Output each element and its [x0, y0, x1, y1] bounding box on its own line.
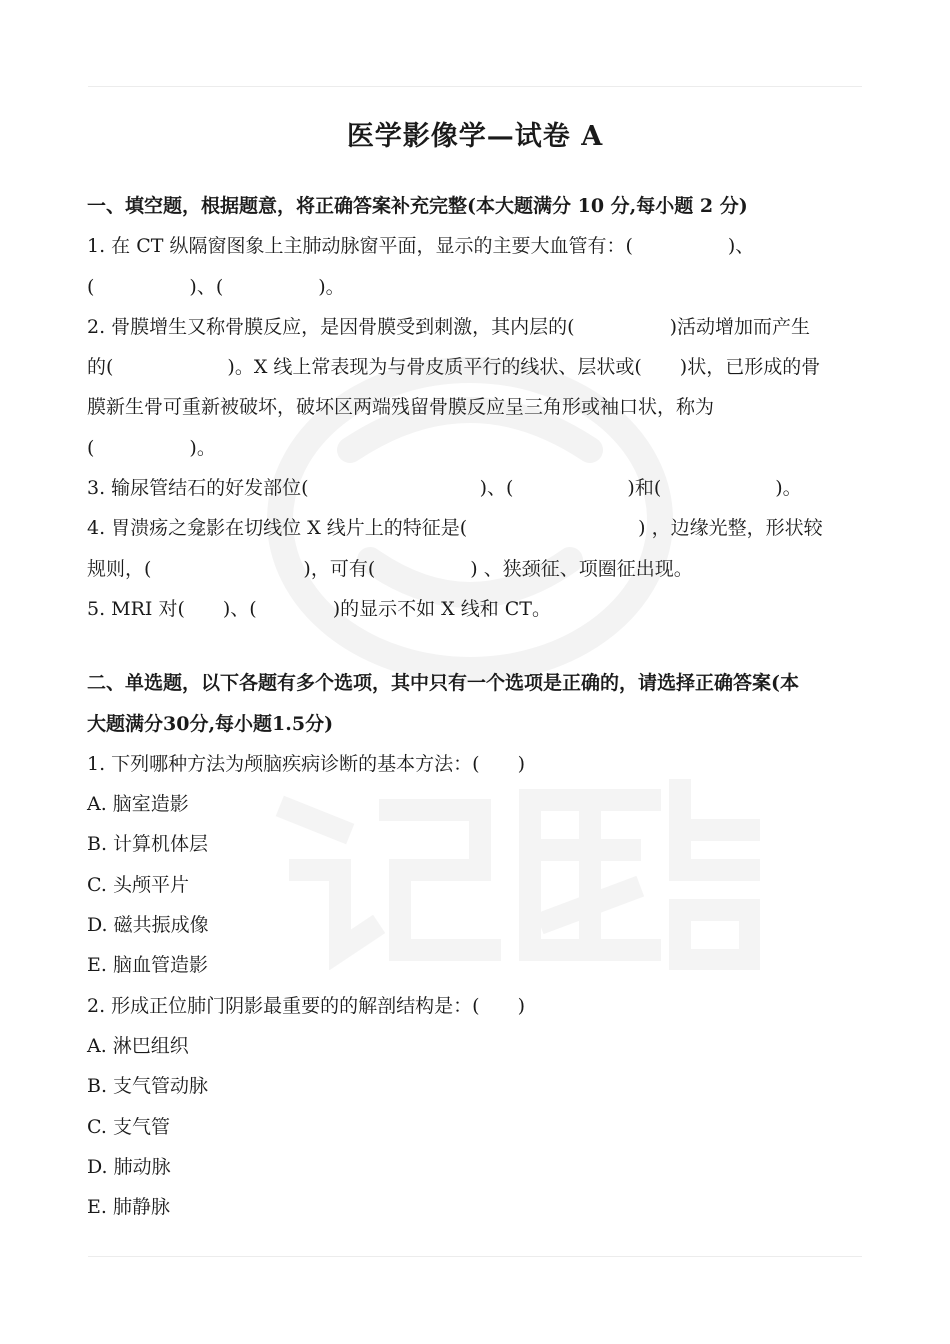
section-1-line: 4. 胃溃疡之龛影在切线位 X 线片上的特征是( ) ，边缘光整，形状较 — [87, 517, 823, 540]
question-option: C. 头颅平片 — [87, 873, 189, 896]
question-option: A. 脑室造影 — [87, 793, 189, 816]
section-1-line: ( )。 — [87, 436, 216, 459]
section-1-line: 2. 骨膜增生又称骨膜反应，是因骨膜受到刺激，其内层的( )活动增加而产生 — [87, 315, 810, 338]
question-stem: 2. 形成正位肺门阴影最重要的的解剖结构是：( ) — [87, 994, 525, 1017]
top-divider — [88, 86, 862, 87]
section-1-line: 的( )。X 线上常表现为与骨皮质平行的线状、层状或( )状，已形成的骨 — [87, 356, 821, 379]
question-option: D. 肺动脉 — [87, 1155, 171, 1178]
bottom-divider — [88, 1256, 862, 1257]
section-1-line: 膜新生骨可重新被破坏，破坏区两端残留骨膜反应呈三角形或袖口状，称为 — [87, 396, 715, 419]
question-option: A. 淋巴组织 — [87, 1034, 189, 1057]
question-option: E. 肺静脉 — [87, 1196, 170, 1219]
section-1-line: 1. 在 CT 纵隔窗图象上主肺动脉窗平面，显示的主要大血管有：( )、 — [87, 235, 755, 258]
question-option: B. 支气管动脉 — [87, 1075, 209, 1098]
section-spacer — [87, 629, 867, 663]
section-1-heading: 一、填空题，根据题意，将正确答案补充完整(本大题满分 10 分,每小题 2 分) — [87, 195, 748, 217]
section-1-line: 规则，( )，可有( ) 、狭颈征、项圈征出现。 — [87, 557, 693, 580]
exam-content — [87, 186, 867, 1227]
page-title: 医学影像学—试卷 A — [346, 121, 604, 152]
question-stem: 1. 下列哪种方法为颅脑疾病诊断的基本方法：( ) — [87, 752, 525, 775]
question-option: E. 脑血管造影 — [87, 954, 208, 977]
section-2-heading-cont: 大题满分30分,每小题1.5分) — [87, 712, 334, 735]
section-1-line: 3. 输尿管结石的好发部位( )、( )和( )。 — [87, 477, 802, 500]
question-option: C. 支气管 — [87, 1115, 170, 1138]
section-1-line: ( )、( )。 — [87, 275, 345, 298]
section-1-line: 5. MRI 对( )、( )的显示不如 X 线和 CT。 — [87, 597, 551, 620]
question-option: D. 磁共振成像 — [87, 914, 209, 937]
question-option: B. 计算机体层 — [87, 833, 209, 856]
section-2-heading: 二、单选题，以下各题有多个选项，其中只有一个选项是正确的，请选择正确答案(本 — [87, 672, 799, 695]
